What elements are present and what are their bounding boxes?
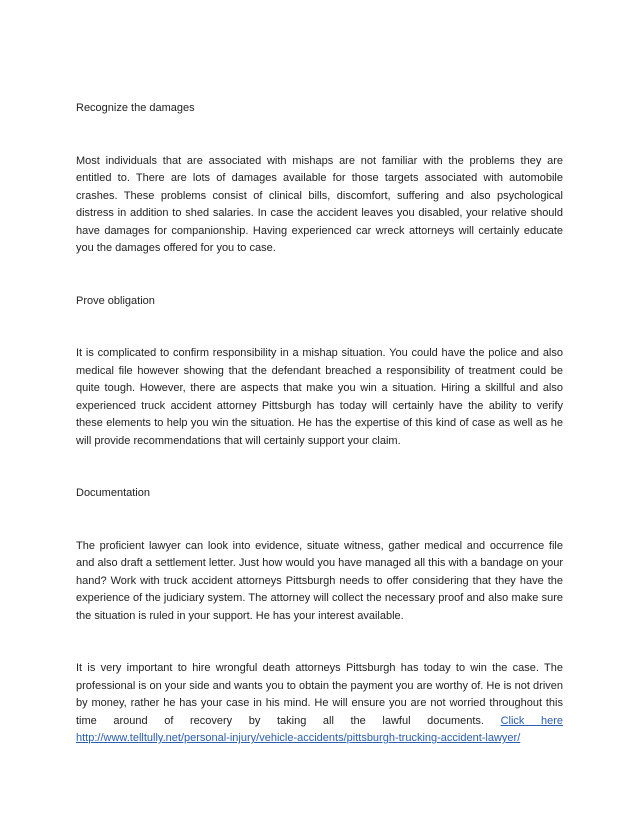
- click-here-link[interactable]: Click here: [500, 714, 564, 727]
- section-paragraph: The proficient lawyer can look into evidence, situate witness, gather medical and occurrence file and also draft a settlement letter. Just how would you have managed all this with a bandage on your hand? Work with truck accident attorneys Pittsburgh needs to offer considering that they have the experience of the judiciary system. The attorney will collect the necessary proof and also make sure the situation is ruled in your support. He has your interest available.: [76, 539, 563, 622]
- section-recognize-damages: [76, 100, 563, 293]
- section-paragraph: Most individuals that are associated with mishaps are not familiar with the problems they are entitled to. There are lots of damages available for those targets associated with automobile crashes. These problems consist of clinical bills, discomfort, suffering and also psychological distress in addition to shed salaries. In case the accident leaves you disabled, your relative should have damages for companionship. Having experienced car wreck attorneys will certainly educate you the damages offered for you to case.: [76, 154, 563, 254]
- section-closing: [76, 660, 563, 748]
- section-heading: Prove obligation: [76, 294, 155, 307]
- section-paragraph: It is complicated to confirm responsibility in a mishap situation. You could have the police and also medical file however showing that the defendant breached a responsibility of treatment could be quite tough. However, there are aspects that make you win a situation. Hiring a skillful and also experienced truck accident attorney Pittsburgh has today will certainly have the ability to verify these elements to help you win the situation. He has the expertise of this kind of case as well as he will provide recommendations that will certainly support your claim.: [76, 347, 563, 447]
- source-url-link[interactable]: http://www.telltully.net/personal-injury/vehicle-accidents/pittsburgh-trucking-accident-lawyer/: [76, 732, 521, 744]
- section-prove-obligation: [76, 293, 563, 486]
- closing-text: It is very important to hire wrongful death attorneys Pittsburgh has today to win the case. The professional is on your side and wants you to obtain the payment you are worthy of. He is not driven by money, rather he has your case in his mind. He will ensure you are not worried throughout this time around of recovery by taking all the lawful documents.: [76, 662, 563, 727]
- section-documentation: [76, 485, 563, 660]
- section-heading: Recognize the damages: [76, 102, 195, 114]
- closing-paragraph: [76, 660, 563, 748]
- document-page: [76, 100, 563, 748]
- section-heading: Documentation: [76, 487, 150, 499]
